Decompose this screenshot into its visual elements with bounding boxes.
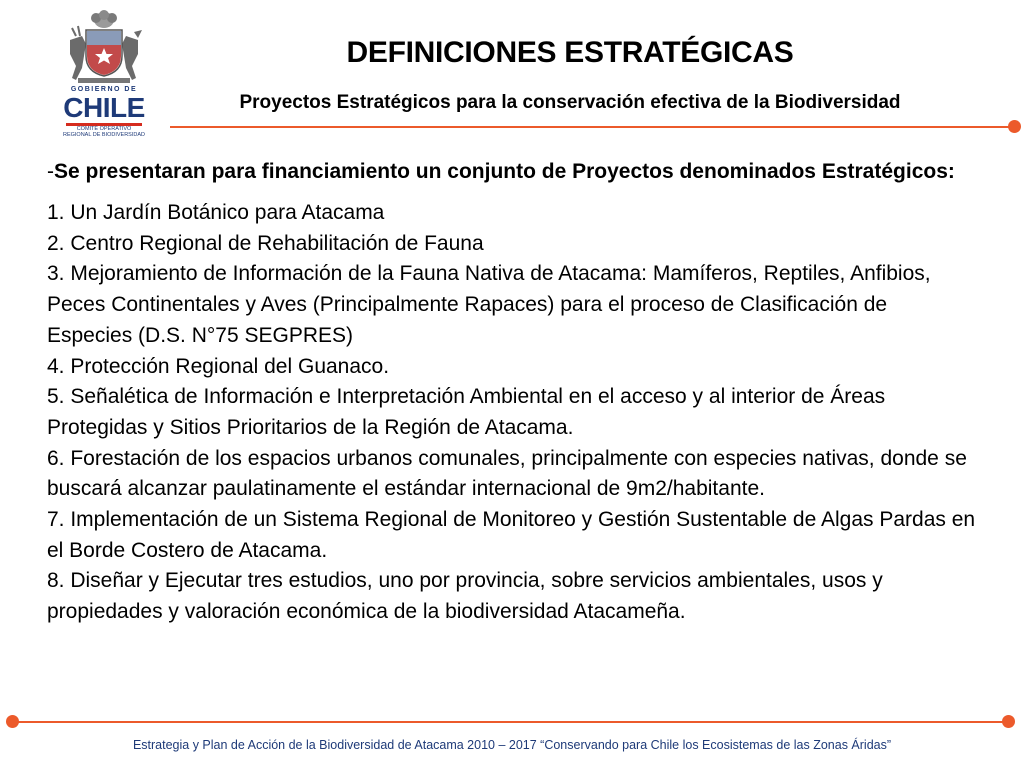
footer-text: Estrategia y Plan de Acción de la Biodiversidad de Atacama 2010 – 2017 “Conservando para Chile los Ecosistemas de las Zonas Áridas” xyxy=(132,738,892,752)
page-title: DEFINICIONES ESTRATÉGICAS xyxy=(346,36,794,69)
main-content xyxy=(47,157,977,628)
header-divider-dot xyxy=(1008,120,1021,133)
logo-chile-wordmark: CHILE xyxy=(63,92,145,123)
footer-divider-dot-left xyxy=(6,715,19,728)
logo-biodiversity-line: REGIONAL DE BIODIVERSIDAD xyxy=(62,132,145,138)
list-item: 5. Señalética de Información e Interpretación Ambiental en el acceso y al interior de Áreas Protegidas y Sitios Prioritarios de la Región de Atacama. xyxy=(47,385,886,439)
page-subtitle: Proyectos Estratégicos para la conservación efectiva de la Biodiversidad xyxy=(239,92,901,113)
list-item: 1. Un Jardín Botánico para Atacama xyxy=(47,201,385,224)
footer-divider xyxy=(12,721,1010,723)
list-item: 2. Centro Regional de Rehabilitación de Fauna xyxy=(47,231,484,255)
list-item: 3. Mejoramiento de Información de la Fauna Nativa de Atacama: Mamíferos, Reptiles, Anfibios, Peces Continentales y Aves (Principalmente Rapaces) para el proceso de Clasificación de Especies (D.S. N°75 SEGPRES) xyxy=(47,262,931,347)
coat-of-arms-icon xyxy=(52,10,156,86)
logo-committee-line: COMITÉ OPERATIVO xyxy=(76,126,132,132)
project-list xyxy=(47,198,977,628)
footer-divider-dot-right xyxy=(1002,715,1015,728)
intro-text: Se presentaran para financiamiento un conjunto de Proyectos denominados Estratégicos: xyxy=(54,160,955,183)
list-item: 6. Forestación de los espacios urbanos comunales, principalmente con especies nativas, donde se buscará alcanzar paulatinamente el estándar internacional de 9m2/habitante. xyxy=(47,446,967,501)
intro-paragraph xyxy=(47,157,977,186)
list-item: 8. Diseñar y Ejecutar tres estudios, uno por provincia, sobre servicios ambientales, usos y propiedades y valoración económica de la biodiversidad Atacameña. xyxy=(47,569,883,624)
gobierno-de-chile-logo xyxy=(52,10,156,138)
list-item: 4. Protección Regional del Guanaco. xyxy=(47,354,390,378)
intro-dash: - xyxy=(47,160,54,183)
header-divider xyxy=(170,126,1012,128)
list-item: 7. Implementación de un Sistema Regional de Monitoreo y Gestión Sustentable de Algas Pardas en el Borde Costero de Atacama. xyxy=(47,508,976,562)
logo-government-label: GOBIERNO DE xyxy=(70,86,138,93)
